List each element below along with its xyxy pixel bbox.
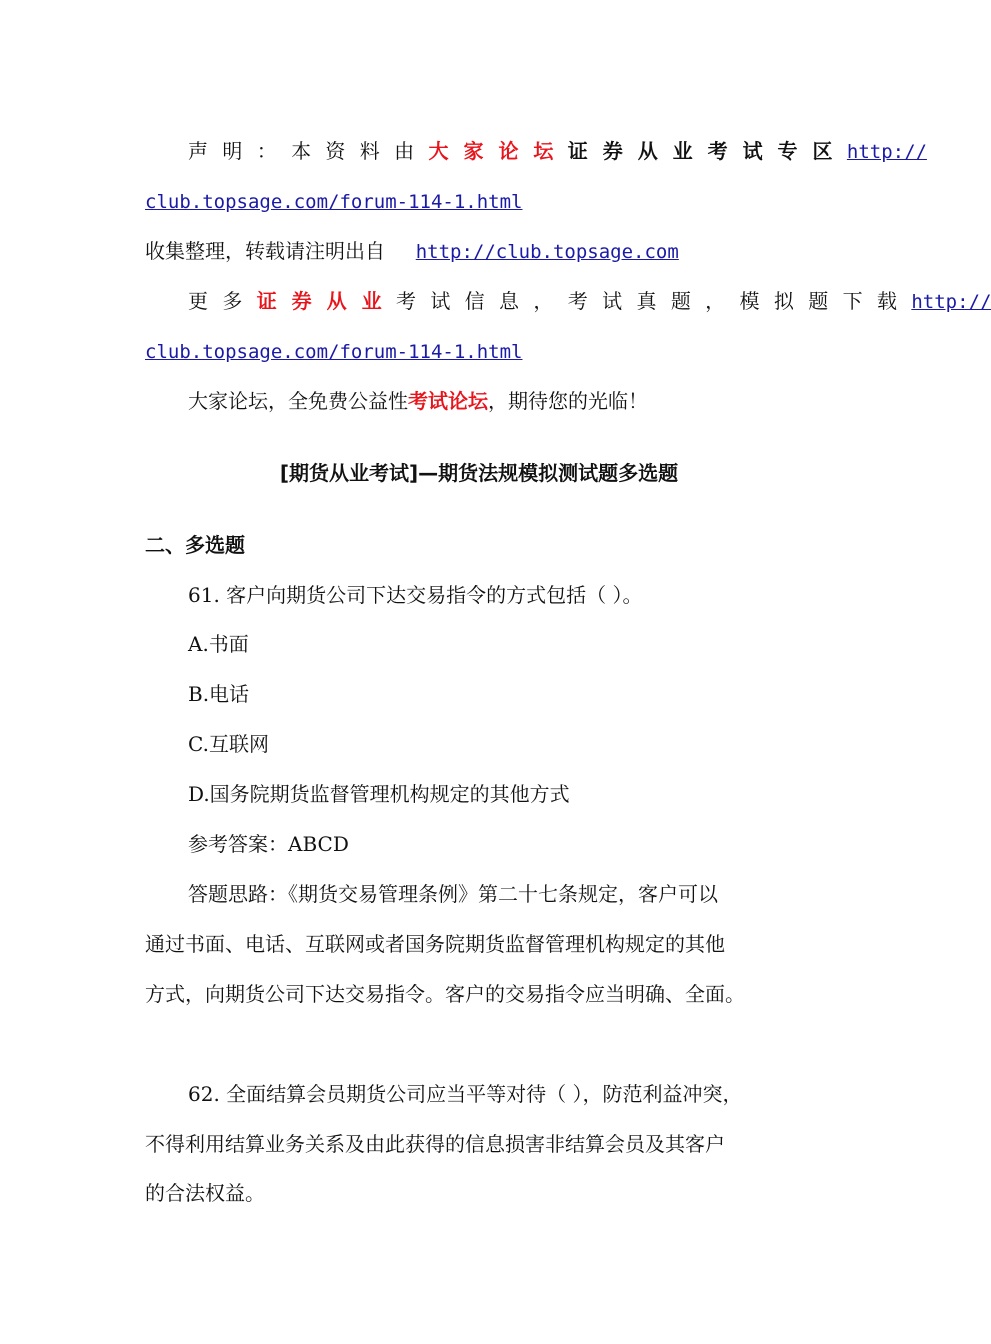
question-61-option-b: B.电话 [188, 682, 250, 706]
question-61-option-a: A.书面 [188, 632, 249, 656]
question-61-explanation-1: 答题思路：《期货交易管理条例》第二十七条规定，客户可以 [188, 882, 718, 906]
securities-highlight: 证 券 从 业 [256, 289, 386, 313]
forum-name-highlight: 大 家 论 坛 [428, 139, 558, 163]
zone-name: 证 券 从 业 考 试 专 区 [567, 139, 837, 163]
question-62-stem-1: 62. 全面结算会员期货公司应当平等对待（ ），防范利益冲突， [188, 1082, 743, 1106]
notice-line-3 [145, 235, 813, 267]
forum-link-part-2[interactable]: club.topsage.com/forum-114-1.html [145, 191, 523, 213]
notice-line-6 [188, 385, 813, 417]
notice-line-2 [145, 185, 813, 217]
document-title: [期货从业考试]—期货法规模拟测试题多选题 [279, 461, 679, 485]
notice-line-4 [188, 285, 991, 317]
forum-link-part-1[interactable]: http:// [846, 141, 927, 163]
notice-prefix: 声 明 ： 本 资 料 由 [188, 139, 419, 163]
notice-line-5 [145, 335, 813, 367]
question-62-stem-2: 不得利用结算业务关系及由此获得的信息损害非结算会员及其客户 [145, 1132, 725, 1156]
section-heading: 二、多选题 [145, 533, 245, 557]
download-link-part-1[interactable]: http:// [911, 291, 991, 313]
exam-forum-highlight: 考试论坛 [408, 389, 488, 413]
question-61-explanation-3: 方式，向期货公司下达交易指令。客户的交易指令应当明确、全面。 [145, 982, 745, 1006]
question-61-answer: 参考答案：ABCD [188, 832, 349, 856]
welcome-prefix: 大家论坛，全免费公益性 [188, 389, 408, 413]
question-61-option-c: C.互联网 [188, 732, 269, 756]
notice-line-1 [188, 135, 927, 167]
question-61-stem: 61. 客户向期货公司下达交易指令的方式包括（ ）。 [188, 583, 643, 607]
reprint-notice: 收集整理，转载请注明出自 [145, 239, 385, 263]
site-link[interactable]: http://club.topsage.com [415, 241, 679, 263]
question-61-option-d: D.国务院期货监督管理机构规定的其他方式 [188, 782, 570, 806]
more-prefix: 更 多 [188, 289, 247, 313]
question-61-explanation-2: 通过书面、电话、互联网或者国务院期货监督管理机构规定的其他 [145, 932, 725, 956]
welcome-suffix: ，期待您的光临！ [488, 389, 648, 413]
download-link-part-2[interactable]: club.topsage.com/forum-114-1.html [145, 341, 523, 363]
more-text: 考 试 信 息 ， 考 试 真 题 ， 模 拟 题 下 载 [395, 289, 901, 313]
question-62-stem-3: 的合法权益。 [145, 1181, 265, 1205]
